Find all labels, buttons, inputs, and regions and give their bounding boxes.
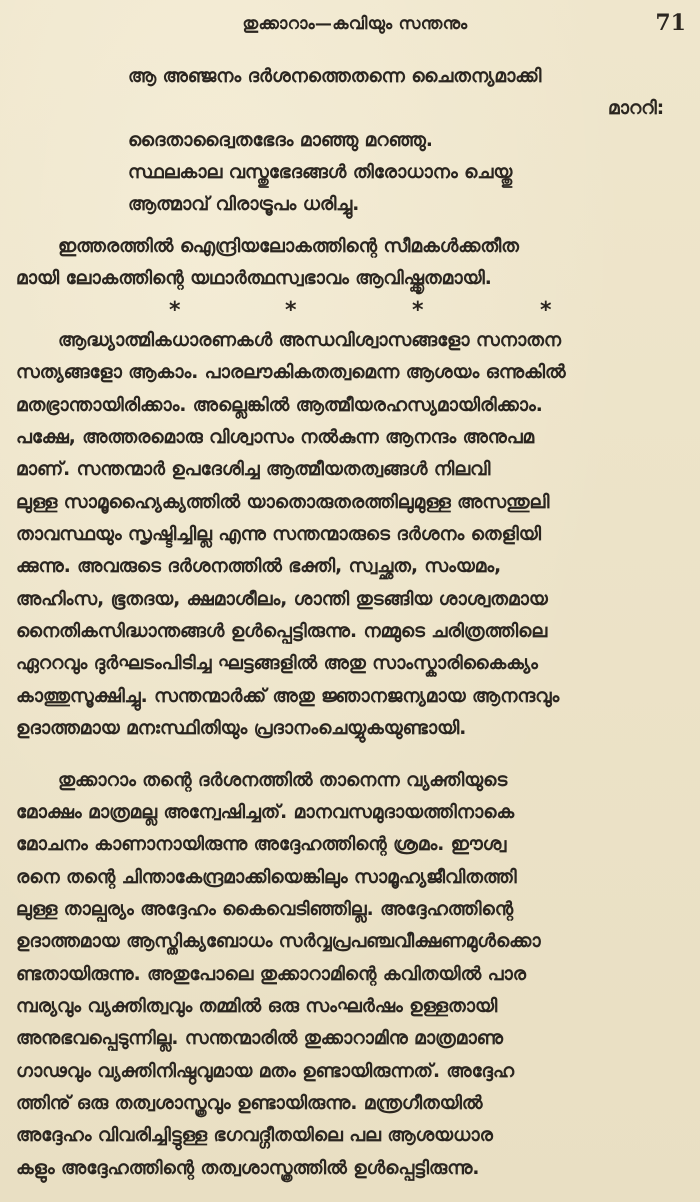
separator-star: * [285,298,297,323]
verse-line: ദൈതാദ്വൈതഭേദം മാഞ്ഞു മറഞ്ഞു. [128,130,433,151]
verse-line: സ്ഥലകാല വസ്തുഭേദങ്ങൾ തിരോധാനം ചെയ്തു [128,162,513,183]
paragraph-line: നൈതികസിദ്ധാന്തങ്ങൾ ഉൾപ്പെട്ടിരുന്നു. നമ്മുടെ ചരിത്രത്തിലെ [16,621,548,642]
paragraph-line: മോക്ഷം മാത്രമല്ല അന്വേഷിച്ചത്. മാനവസമുദായത്തിനാകെ [16,802,515,823]
paragraph-line: അഹിംസ, ഭൂതദയ, ക്ഷമാശീലം, ശാന്തി തുടങ്ങിയ ശാശ്വതമായ [16,589,548,610]
paragraph-line: മായി ലോകത്തിന്റെ യഥാർത്ഥസ്വഭാവം ആവിഷ്ക്കൃതമായി. [16,268,492,289]
page-number: 71 [655,10,686,36]
paragraph-line: ലുള്ള സാമൂഹ്യൈക്യത്തിൽ യാതൊരുതരത്തിലുമുള്ള അസന്തുലി [16,492,550,513]
paragraph-line: മ്പര്യവും വ്യക്തിത്വവും തമ്മിൽ ഒരു സംഘർഷം ഉള്ളതായി [16,996,498,1017]
paragraph-line: ഏററവും ദുർഘടംപിടിച്ച ഘട്ടങ്ങളിൽ അതു സാംസ്കാരികൈക്യം [16,653,538,674]
paragraph-line: മതഭ്രാന്തായിരിക്കാം. അല്ലെങ്കിൽ ആത്മീയരഹസ്യമായിരിക്കാം. [16,395,543,416]
paragraph-line: കളും അദ്ദേഹത്തിന്റെ തത്വശാസ്ത്രത്തിൽ ഉൾപ്പെട്ടിരുന്നു. [16,1158,480,1179]
page-header [0,10,700,44]
paragraph-line: മാണ്. സന്തന്മാർ ഉപദേശിച്ച ആത്മീയതത്വങ്ങൾ നിലവി [16,459,491,480]
paragraph-line: മോചനം കാണാനായിരുന്നു അദ്ദേഹത്തിന്റെ ശ്രമം. ഈശ്വ [16,834,507,855]
section-separator [0,298,700,322]
paragraph-line: അനുഭവപ്പെടുന്നില്ല. സന്തന്മാരിൽ തുക്കാറാമിനു മാത്രമാണു [16,1028,504,1049]
paragraph-line: അദ്ദേഹം വിവരിച്ചിട്ടുള്ള ഭഗവദ്ഗീതയിലെ പല ആശയധാര [16,1125,493,1146]
paragraph-line: തുക്കാറാം തന്റെ ദർശനത്തിൽ താനെന്ന വ്യക്തിയുടെ [58,770,508,791]
paragraph-line: ഉദാത്തമായ മനഃസ്ഥിതിയും പ്രദാനംചെയ്യുകയുണ്ടായി. [16,718,467,739]
paragraph-line: ഗാഢവും വ്യക്തിനിഷ്ഠവുമായ മതം ഉണ്ടായിരുന്നത്. അദ്ദേഹ [16,1061,515,1082]
paragraph-line: ണ്ടതായിരുന്നു. അതുപോലെ തുക്കാറാമിന്റെ കവിതയിൽ പാര [16,964,527,985]
separator-star: * [169,298,181,323]
separator-star: * [412,298,424,323]
running-head: തുക്കാറാം—കവിയും സന്തനും [242,14,468,34]
paragraph-line: സത്യങ്ങളോ ആകാം. പാരലൗകികതത്വമെന്ന ആശയം ഒന്നുകിൽ [16,362,566,383]
separator-star: * [540,298,552,323]
verse-line: മാററി: [608,98,665,119]
paragraph-line: കാത്തുസൂക്ഷിച്ചു. സന്തന്മാർക്ക് അതു ജ്ഞാനജന്യമായ ആനന്ദവും [16,686,560,707]
paragraph-line: ക്കുന്നു. അവരുടെ ദർശനത്തിൽ ഭക്തി, സ്വച്ഛത, സംയമം, [16,556,502,577]
paragraph-line: പക്ഷേ, അത്തരമൊരു വിശ്വാസം നൽകുന്ന ആനന്ദം അനുപമ [16,427,535,448]
paragraph-line: രനെ തന്റെ ചിന്താകേന്ദ്രമാക്കിയെങ്കിലും സാമൂഹ്യജീവിതത്തി [16,867,517,888]
verse-line: ആ അഞ്ജനം ദർശനത്തെതന്നെ ചൈതന്യമാക്കി [128,66,542,87]
paragraph-line: ത്തിനു് ഒരു തത്വശാസ്ത്രവും ഉണ്ടായിരുന്നു. മന്ത്രഗീതയിൽ [16,1093,483,1114]
paragraph-line: ഇത്തരത്തിൽ ഐന്ദ്രിയലോകത്തിന്റെ സീമകൾക്കതീത [58,236,519,257]
verse-line: ആത്മാവ് വിരാട്രൂപം ധരിച്ചു. [128,194,360,215]
paragraph-line: ആദ്ധ്യാത്മികധാരണകൾ അന്ധവിശ്വാസങ്ങളോ സനാതന [58,330,562,351]
paragraph-line: ഉദാത്തമായ ആസ്തിക്യബോധം സർവ്വപ്രപഞ്ചവീക്ഷണമുൾക്കൊ [16,931,541,952]
paragraph-line: ലുള്ള താല്പര്യം അദ്ദേഹം കൈവെടിഞ്ഞില്ല. അദ്ദേഹത്തിന്റെ [16,899,514,920]
paragraph-line: താവസ്ഥയും സൃഷ്ടിച്ചില്ല എന്നു സന്തന്മാരുടെ ദർശനം തെളിയി [16,524,541,545]
